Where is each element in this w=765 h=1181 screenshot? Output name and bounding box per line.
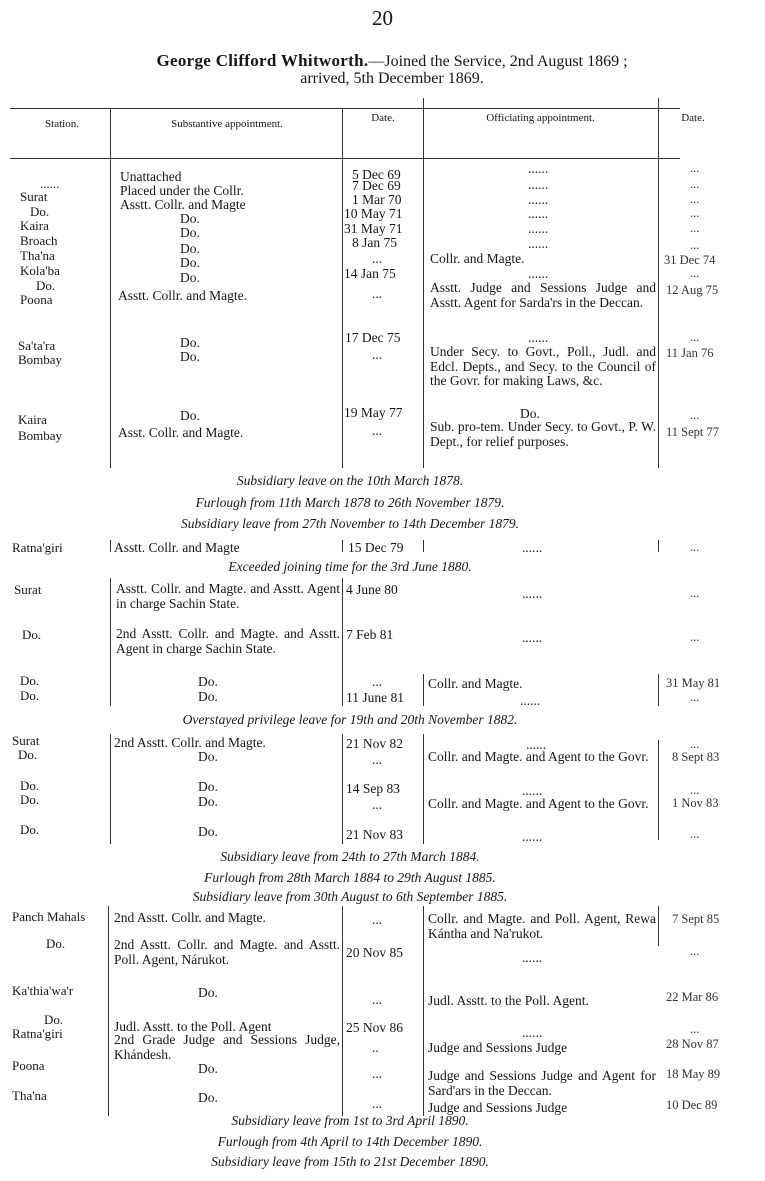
date2-cell: 31 May 81 (666, 676, 721, 690)
officiating-cell: ...... (528, 206, 549, 221)
officiating-cell: Judge and Sessions Judge (428, 1040, 568, 1055)
station-cell: Do. (20, 778, 40, 793)
station-cell: Panch Mahals (12, 909, 86, 924)
date-cell: 4 June 80 (346, 582, 398, 597)
date-cell: ... (372, 347, 383, 362)
substantive-cell: Do. (198, 779, 218, 794)
officiating-cell: ...... (522, 630, 543, 645)
substantive-cell: Do. (198, 674, 218, 689)
officiating-cell: ...... (522, 586, 543, 601)
substantive-cell: Do. (198, 1090, 218, 1105)
station-cell: Do. (46, 936, 66, 951)
col-line (423, 906, 424, 1116)
date-cell: 10 May 71 (344, 206, 403, 221)
col-header-substantive: Substantive appointment. (171, 118, 283, 130)
col-header-station: Station. (45, 118, 79, 130)
service-note: Exceeded joining time for the 3rd June 1880. (228, 559, 472, 574)
date2-cell: 28 Nov 87 (666, 1037, 719, 1051)
date-cell: ... (372, 992, 383, 1007)
officiating-cell: Judge and Sessions Judge and Agent for Sard'ars in the Deccan. (428, 1068, 656, 1098)
service-note: Subsidiary leave from 30th August to 6th September 1885. (192, 889, 508, 904)
officiating-cell: Collr. and Magte. (430, 251, 525, 266)
officiating-cell: ...... (528, 236, 549, 251)
date2-cell: 11 Sept 77 (666, 425, 720, 439)
date-cell: 11 June 81 (346, 690, 404, 705)
col-header-date2: Date. (681, 112, 705, 124)
date2-cell: ... (690, 408, 700, 422)
col-line (423, 674, 424, 706)
officiating-cell: ...... (520, 693, 541, 708)
service-note: Furlough from 28th March 1884 to 29th August 1885. (204, 870, 496, 885)
station-cell: Tha'na (20, 248, 55, 263)
officiating-cell: ...... (526, 737, 547, 752)
date-cell: ... (372, 251, 383, 266)
col-line (108, 906, 109, 1116)
date2-cell: 22 Mar 86 (666, 990, 719, 1004)
station-cell: Do. (20, 688, 40, 703)
date-cell: 14 Jan 75 (344, 266, 396, 281)
col-line (423, 540, 424, 552)
station-cell: Bombay (18, 352, 63, 367)
col-line (110, 108, 111, 468)
date2-cell: ... (690, 540, 700, 554)
date-cell: 20 Nov 85 (346, 945, 403, 960)
officiating-cell: Collr. and Magte. and Agent to the Govr. (428, 796, 649, 811)
col-line (342, 108, 343, 468)
date2-cell: ... (690, 827, 700, 841)
station-cell: Do. (20, 822, 40, 837)
date-cell: 1 Mar 70 (352, 192, 402, 207)
officiating-cell: Sub. pro-tem. Under Secy. to Govt., P. W. Dept., for relief purposes. (430, 419, 656, 449)
date2-cell: ... (690, 944, 700, 958)
date-cell: 21 Nov 82 (346, 736, 403, 751)
date2-cell: ... (690, 238, 700, 252)
substantive-cell: Do. (198, 689, 218, 704)
officiating-cell: Collr. and Magte. (428, 676, 523, 691)
substantive-cell: Do. (180, 349, 200, 364)
station-cell: ...... (40, 176, 60, 191)
date2-cell: 10 Dec 89 (666, 1098, 718, 1112)
station-cell: Kaira (20, 218, 49, 233)
station-cell: Ratna'giri (12, 540, 63, 555)
date2-cell: 1 Nov 83 (672, 796, 719, 810)
station-cell: Sa'ta'ra (18, 338, 56, 353)
substantive-cell: Asstt. Collr. and Magte. and Asstt. Agent in charge Sachin State. (116, 581, 340, 611)
officiating-cell: Judl. Asstt. to the Poll. Agent. (428, 993, 589, 1008)
substantive-cell: Asstt. Collr. and Magte (120, 197, 246, 212)
substantive-cell: Do. (198, 749, 218, 764)
page-number: 20 (372, 6, 393, 30)
officiating-cell: ...... (522, 1025, 543, 1040)
col-line (658, 674, 659, 706)
date2-cell: 31 Dec 74 (664, 253, 716, 267)
officiating-cell: Do. (520, 406, 540, 421)
officiating-cell: Judge and Sessions Judge (428, 1100, 568, 1115)
date2-cell: ... (690, 630, 700, 644)
date2-cell: ... (690, 586, 700, 600)
date-cell: 15 Dec 79 (348, 540, 404, 555)
station-cell: Kola'ba (20, 263, 60, 278)
service-note: Furlough from 11th March 1878 to 26th November 1879. (195, 495, 505, 510)
service-note: Subsidiary leave from 27th November to 14th December 1879. (180, 516, 520, 531)
date-cell: 14 Sep 83 (346, 781, 400, 796)
date2-cell: ... (690, 221, 700, 235)
col-header-officiating: Officiating appointment. (486, 112, 595, 124)
date2-cell: 11 Jan 76 (666, 346, 714, 360)
service-note: Subsidiary leave from 24th to 27th March 1884. (220, 849, 480, 864)
date-cell: ... (372, 286, 383, 301)
date-cell: ... (372, 912, 383, 927)
arrived-text: arrived, 5th December 1869. (300, 70, 484, 87)
date-cell: 5 Dec 69 (352, 167, 401, 182)
station-cell: Kaira (18, 412, 47, 427)
station-cell: Surat (12, 733, 40, 748)
station-cell: Do. (36, 278, 56, 293)
station-cell: Ka'thia'wa'r (12, 983, 74, 998)
date-cell: ... (372, 1066, 383, 1081)
col-line (342, 734, 343, 844)
date2-cell: ... (690, 330, 700, 344)
substantive-cell: Do. (198, 824, 218, 839)
station-cell: Surat (14, 582, 42, 597)
date-cell: 7 Dec 69 (352, 178, 401, 193)
date-cell: 31 May 71 (344, 221, 403, 236)
substantive-cell: 2nd Asstt. Collr. and Magte. and Asstt. Agent in charge Sachin State. (116, 626, 340, 656)
col-line (110, 578, 111, 706)
joined-service-text: —Joined the Service, 2nd August 1869 ; (368, 53, 628, 70)
officiating-cell: Under Secy. to Govt., Poll., Judl. and Edcl. Depts., and Secy. to the Council of the Govr. for making Laws, &c. (430, 344, 656, 388)
service-note: Subsidiary leave from 1st to 3rd April 1890. (231, 1113, 469, 1128)
col-line (110, 540, 111, 552)
record-heading (112, 52, 672, 87)
substantive-cell: Do. (198, 985, 218, 1000)
substantive-cell: 2nd Asstt. Collr. and Magte. (114, 910, 266, 925)
date2-cell: ... (690, 690, 700, 704)
station-cell: Poona (20, 292, 53, 307)
date-cell: ... (372, 797, 383, 812)
officiating-cell: Collr. and Magte. and Agent to the Govr. (428, 749, 649, 764)
col-line (342, 906, 343, 1116)
date2-cell: ... (690, 1022, 700, 1036)
col-line (658, 906, 659, 946)
date2-cell: ... (690, 161, 700, 175)
officiating-cell: ...... (522, 950, 543, 965)
officiating-cell: ...... (528, 192, 549, 207)
officiating-cell: Asstt. Judge and Sessions Judge and Asstt. Agent for Sarda'rs in the Deccan. (430, 280, 656, 310)
col-line (110, 734, 111, 844)
service-note: Subsidiary leave on the 10th March 1878. (236, 473, 464, 488)
col-line (423, 98, 424, 468)
station-cell: Do. (22, 627, 42, 642)
col-line (658, 540, 659, 552)
date2-cell: 12 Aug 75 (666, 283, 719, 297)
substantive-cell: Do. (198, 1061, 218, 1076)
officiating-cell: ...... (528, 330, 549, 345)
date2-cell: ... (690, 737, 700, 751)
service-note: Subsidiary leave from 15th to 21st December 1890. (211, 1154, 489, 1169)
col-line (658, 98, 659, 468)
date2-cell: ... (690, 192, 700, 206)
officiating-cell: ...... (522, 829, 543, 844)
col-header-date: Date. (371, 112, 395, 124)
officiating-cell: ...... (528, 177, 549, 192)
officiating-cell: ...... (528, 161, 549, 176)
substantive-cell: Do. (198, 794, 218, 809)
substantive-cell: 2nd Asstt. Collr. and Magte. (114, 735, 266, 750)
station-cell: Do. (30, 204, 50, 219)
station-cell: Do. (18, 747, 38, 762)
date-cell: ... (372, 674, 383, 689)
officiating-cell: ...... (522, 540, 543, 555)
date-cell: ... (372, 1096, 383, 1111)
date-cell: 25 Nov 86 (346, 1020, 403, 1035)
substantive-cell: Do. (180, 408, 200, 423)
station-cell: Bombay (18, 428, 63, 443)
date-cell: 21 Nov 83 (346, 827, 403, 842)
officiating-cell: ...... (522, 783, 543, 798)
station-cell: Do. (20, 673, 40, 688)
date2-cell: 7 Sept 85 (672, 912, 720, 926)
substantive-cell: Asstt. Collr. and Magte (114, 540, 240, 555)
substantive-cell: Do. (180, 270, 200, 285)
substantive-cell: Unattached (120, 169, 182, 184)
date2-cell: ... (690, 206, 700, 220)
substantive-cell: Placed under the Collr. (120, 183, 244, 198)
col-line (423, 734, 424, 844)
substantive-cell: Do. (180, 335, 200, 350)
station-cell: Do. (44, 1012, 64, 1027)
date2-cell: ... (690, 266, 700, 280)
date-cell: ... (372, 752, 383, 767)
col-line (658, 740, 659, 840)
date-cell: ... (372, 423, 383, 438)
date2-cell: 18 May 89 (666, 1067, 721, 1081)
station-cell: Ratna'giri (12, 1026, 63, 1041)
substantive-cell: 2nd Grade Judge and Sessions Judge, Khándesh. (114, 1032, 340, 1062)
service-note: Furlough from 4th April to 14th December 1890. (217, 1134, 483, 1149)
date-cell: 19 May 77 (344, 405, 403, 420)
date2-cell: ... (690, 783, 700, 797)
station-cell: Surat (20, 189, 48, 204)
col-line (342, 578, 343, 706)
station-cell: Tha'na (12, 1088, 47, 1103)
station-cell: Broach (20, 233, 58, 248)
officiating-cell: Collr. and Magte. and Poll. Agent, Rewa Kántha and Na'rukot. (428, 911, 656, 941)
officiating-cell: ...... (528, 266, 549, 281)
col-line (342, 540, 343, 552)
officiating-cell: ...... (528, 221, 549, 236)
substantive-cell: Asstt. Collr. and Magte. (118, 288, 247, 303)
station-cell: Do. (20, 792, 40, 807)
officer-name: George Clifford Whitworth. (156, 51, 369, 70)
date-cell: 8 Jan 75 (352, 235, 397, 250)
substantive-cell: Do. (180, 241, 200, 256)
station-cell: Poona (12, 1058, 45, 1073)
substantive-cell: Do. (180, 211, 200, 226)
date2-cell: 8 Sept 83 (672, 750, 720, 764)
substantive-cell: Asst. Collr. and Magte. (118, 425, 244, 440)
service-note: Overstayed privilege leave for 19th and 20th November 1882. (182, 712, 518, 727)
date2-cell: ... (690, 177, 700, 191)
substantive-cell: Judl. Asstt. to the Poll. Agent (114, 1019, 272, 1034)
date-cell: 17 Dec 75 (345, 330, 401, 345)
substantive-cell: Do. (180, 255, 200, 270)
substantive-cell: Do. (180, 225, 200, 240)
date-cell: 7 Feb 81 (346, 627, 394, 642)
substantive-cell: 2nd Asstt. Collr. and Magte. and Asstt. Poll. Agent, Nárukot. (114, 937, 340, 967)
date-cell: .. (372, 1040, 379, 1055)
